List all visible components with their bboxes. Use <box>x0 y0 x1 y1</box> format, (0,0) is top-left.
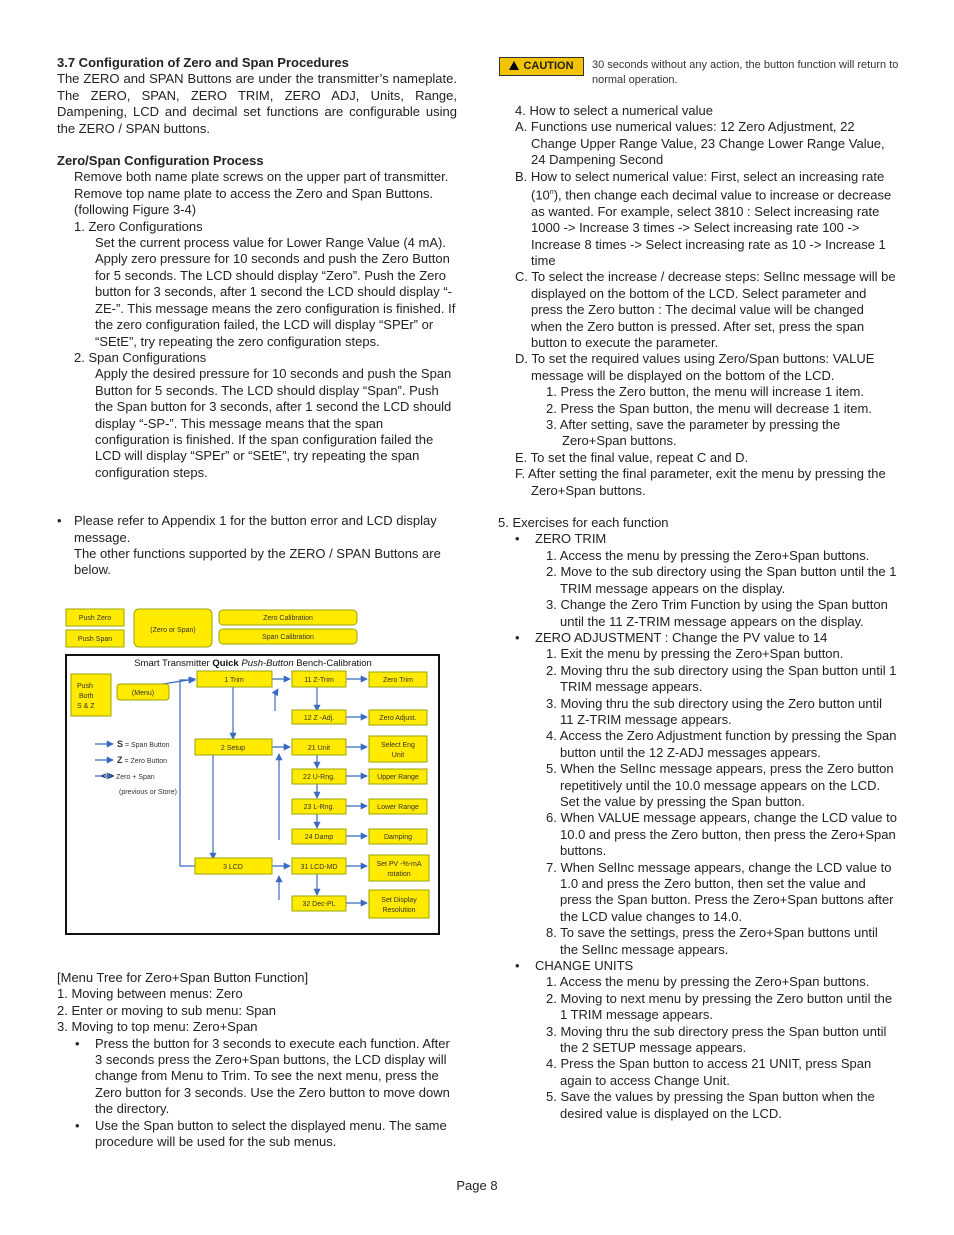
legend-push-span: Push Span <box>77 636 113 643</box>
node-23-lrng-label: 23 L-Rng. <box>303 804 335 811</box>
zero-trim-title: • ZERO TRIM <box>498 531 898 547</box>
legend-diagram <box>65 608 440 652</box>
zero-adj-step-2: 2. Moving thru the sub directory using the Span button until 1 TRIM message appears. <box>546 662 897 695</box>
legend-span-calibration: Span Calibration <box>262 634 314 641</box>
node-21-unit-label: 21 Unit <box>307 745 331 752</box>
s4-a: A. Functions use numerical values: 12 Zero Adjustment, 22 Change Upper Range Value, 23 Change Lower Range Value, 24 Dampening Second <box>515 119 885 168</box>
node-12-zadj-label: 12 Z -Adj. <box>303 715 335 722</box>
legend-zero-or-span: (Zero or Span) <box>150 627 196 634</box>
s5-title: 5. Exercises for each function <box>498 515 669 531</box>
push-both-line3: S & Z <box>77 703 95 710</box>
node-24-damp-label: 24 Damp <box>304 834 334 841</box>
menu-caption: [Menu Tree for Zero+Span Button Function] <box>57 970 309 985</box>
zero-trim-step-1: 1. Access the menu by pressing the Zero+Span buttons. <box>546 547 870 563</box>
zero-adj-step-1: 1. Exit the menu by pressing the Zero+Span button. <box>546 646 844 662</box>
s4-d2: 2. Press the Span button, the menu will decrease 1 item. <box>546 400 872 416</box>
set-pv-line1: Set PV -%-mA <box>376 861 422 868</box>
s4-title: 4. How to select a numerical value <box>515 103 713 118</box>
s4-d: D. To set the required values using Zero/Span buttons: VALUE message will be displayed on the bottom of the LCD. <box>515 351 875 383</box>
menu-tree-notes <box>57 970 457 1150</box>
zero-adj-step-6: 6. When VALUE message appears, change the LCD value to 10.0 and press the Zero button, then press the Zero+Span buttons. <box>546 810 897 859</box>
key-span: S = Span Button <box>117 739 170 749</box>
item1-body: Set the current process value for Lower Range Value (4 mA). Apply zero pressure for 10 seconds and push the Zero Button for 5 seconds. The LCD should display “Zero”. Push the Zero button for 3 seconds, after 1 second the LCD should display “-ZE-”. This message means the zero configuration is finished. If the zero configuration failed, the LCD will display “SPEr” or “SEtE”, try repeating the zero configuration steps. <box>95 235 456 349</box>
lower-range-label: Lower Range <box>377 804 419 811</box>
set-pv-line2: rotation <box>387 871 411 878</box>
push-both-line2: Both <box>79 693 94 700</box>
node-2-setup-label: 2 Setup <box>220 745 246 752</box>
set-display-line1: Set Display <box>381 897 417 904</box>
s4-d3: 3. After setting, save the parameter by pressing the Zero+Span buttons. <box>546 417 841 449</box>
node-32-decpl-label: 32 Dec-PL <box>302 901 336 908</box>
upper-range-label: Upper Range <box>377 774 419 781</box>
process-title: Zero/Span Configuration Process <box>57 153 264 169</box>
zero-adj-step-4: 4. Access the Zero Adjustment function by pressing the Span button until the 12 Z-ADJ messages appears. <box>546 728 897 760</box>
key-zero: Z = Zero Button <box>117 755 168 765</box>
caution-text: 30 seconds without any action, the button function will return to normal operation. <box>592 59 899 86</box>
menu-tree-diagram <box>65 654 441 935</box>
change-units-step-4: 4. Press the Span button to access 21 UNIT, press Span again to access Change Unit. <box>546 1056 872 1088</box>
change-units-step-1: 1. Access the menu by pressing the Zero+Span buttons. <box>546 974 870 990</box>
legend-zero-calibration: Zero Calibration <box>263 615 313 622</box>
menu-bullet-1: • Press the button for 3 seconds to execute each function. After 3 seconds press the Zero+Span buttons, the LCD display will change from Menu to Trim. To see the next menu, press the Zero button for 3 seconds. Use the Zero button to move down the directory. <box>57 1036 457 1118</box>
s4-f: F. After setting the final parameter, exit the menu by pressing the Zero+Span buttons. <box>515 466 886 498</box>
diagram-title: Smart Transmitter Quick Push-Button Bench-Calibration <box>134 658 372 669</box>
left-column <box>57 55 457 579</box>
menu-step-1: 1. Moving between menus: Zero <box>57 986 243 1002</box>
item2-body: Apply the desired pressure for 10 seconds and push the Span Button for 5 seconds. The LCD should display “Span”. Push the Span button for 3 seconds, after 1 second the LCD should display “-SP-”. This message means that the span configuration is finished. If the span configuration failed the LCD will display “SPEr” or “SEtE”, try repeating the span configuration steps. <box>95 366 452 480</box>
appendix-bullet: • Please refer to Appendix 1 for the button error and LCD display message. <box>57 513 457 546</box>
zero-adj-step-5: 5. When the SelInc message appears, press the Zero button repetitively until the 10.0 message appears on the LCD. Set the value by pressing the Span button. <box>546 761 894 809</box>
zero-trim-step-2: 2. Move to the sub directory using the Span button until the 1 TRIM message appears on the display. <box>546 564 897 596</box>
change-units-step-2: 2. Moving to next menu by pressing the Zero button until the 1 TRIM message appears. <box>546 990 893 1023</box>
node-11-ztrim-label: 11 Z-Trim <box>304 677 334 684</box>
damping-label: Damping <box>383 834 413 841</box>
change-units-step-5: 5. Save the values by pressing the Span button when the desired value is displayed on the LCD. <box>546 1089 875 1121</box>
s4-e: E. To set the final value, repeat C and D. <box>515 449 749 465</box>
menu-step-3: 3. Moving to top menu: Zero+Span <box>57 1019 258 1035</box>
item2-title: 2. Span Configurations <box>74 349 207 365</box>
zero-trim-step-3: 3. Change the Zero Trim Function by using the Span button until the 11 Z-TRIM message appears on the display. <box>546 597 888 629</box>
item1-title: 1. Zero Configurations <box>74 218 203 234</box>
warning-icon <box>509 61 519 70</box>
select-eng-line1: Select Eng <box>381 742 415 749</box>
process-intro: Remove both name plate screws on the upper part of transmitter. Remove top name plate to access the Zero and Span Buttons. (following Figure 3-4) <box>74 169 449 218</box>
legend-push-zero: Push Zero <box>78 615 112 622</box>
zero-adj-step-3: 3. Moving thru the sub directory using the Zero button until 11 Z-TRIM message appears. <box>546 695 883 727</box>
change-units-step-3: 3. Moving thru the sub directory press the Span button until the 2 SETUP message appears. <box>546 1023 887 1056</box>
s4-d1: 1. Press the Zero button, the menu will increase 1 item. <box>546 384 864 400</box>
key-zero-span: < > Zero + Span <box>101 771 155 781</box>
menu-bullet-2: • Use the Span button to select the displayed menu. The same procedure will be used for the sub menus. <box>57 1118 457 1151</box>
right-column <box>498 103 898 1122</box>
menu-step-2: 2. Enter or moving to sub menu: Span <box>57 1002 276 1018</box>
node-3-lcd-label: 3 LCD <box>223 864 243 871</box>
intro-paragraph: The ZERO and SPAN Buttons are under the transmitter’s nameplate. The ZERO, SPAN, ZERO TRIM, ZERO ADJ, Units, Range, Dampening, LCD and decimal set functions are configurable using the ZERO / SPAN buttons. <box>57 71 457 136</box>
select-eng-line2: Unit <box>391 752 405 759</box>
section-title: 3.7 Configuration of Zero and Span Procedures <box>57 55 349 70</box>
caution-label: CAUTION <box>523 60 574 72</box>
s4-b: B. How to select numerical value: First, select an increasing rate (10$^n$), then change each decimal value to increase or decrease as wanted. For example, select 3810 : Select increasing rate 1000 -> Increase 3 times -> Select increasing rate 100 -> Increase 8 times -> Select increasing rate as 10 -> Increase 1 time <box>515 168 892 268</box>
node-31-lcdmd-label: 31 LCD-MD <box>300 864 338 871</box>
page-number: Page 8 <box>456 1178 498 1193</box>
node-22-urng-label: 22 U-Rng. <box>303 774 335 781</box>
appendix-bullet-cont: The other functions supported by the ZERO / SPAN Buttons are below. <box>74 545 441 578</box>
change-units-title: • CHANGE UNITS <box>498 958 898 974</box>
zero-adjust-label: Zero Adjust. <box>379 715 417 722</box>
zero-trim-label: Zero Trim <box>383 677 413 684</box>
key-prev: (previous or Store) <box>119 789 177 796</box>
s4-c: C. To select the increase / decrease steps: SelInc message will be displayed on the bottom of the LCD. Select parameter and press the Zero button : The decimal value will be changed when the Zero button is pressed. After set, press the span button to execute the parameter. <box>515 269 896 351</box>
zero-adj-step-8: 8. To save the settings, press the Zero+Span buttons until the SelInc message appears. <box>546 925 878 957</box>
set-display-line2: Resolution <box>382 907 416 914</box>
caution-badge <box>499 57 584 76</box>
push-both-line1: Push <box>77 683 93 690</box>
menu-label: (Menu) <box>131 690 155 697</box>
node-1-trim-label: 1 Trim <box>224 677 244 684</box>
zero-adj-step-7: 7. When SelInc message appears, change the LCD value to 1.0 and press the Zero button, then set the value and press the Span button. Press the Zero+Span buttons after the LCD value changes to 14.0. <box>546 859 894 924</box>
zero-adjustment-title: • ZERO ADJUSTMENT : Change the PV value to 14 <box>498 630 898 646</box>
